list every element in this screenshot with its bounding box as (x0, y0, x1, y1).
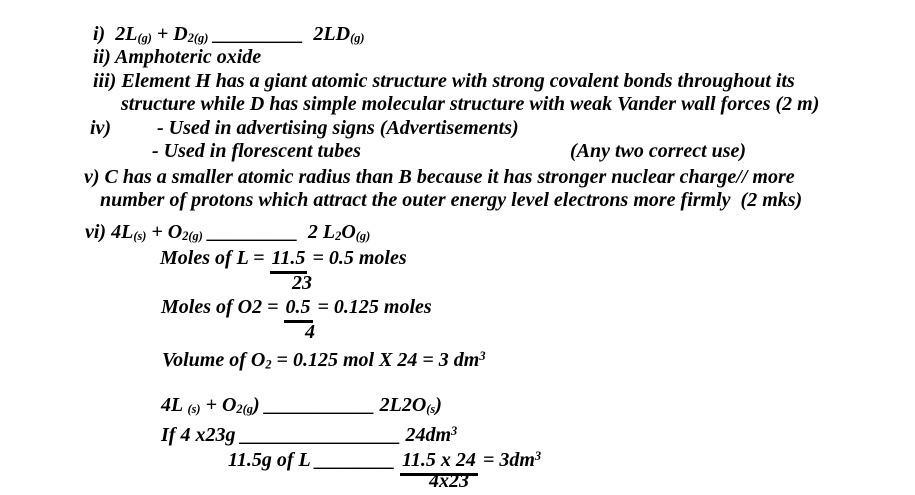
text-segment: i) 2L (93, 23, 138, 45)
fraction-numerator: 11.5 (270, 247, 308, 274)
fraction-denominator: 4 (305, 321, 315, 343)
result-denominator (429, 470, 469, 493)
text-segment: 2 L (302, 221, 336, 243)
superscript: 3 (534, 449, 542, 463)
text-segment: 24dm (400, 424, 452, 447)
text-segment: = 0.125 moles (312, 296, 432, 318)
text-segment: If 4 x23g (161, 424, 241, 447)
answer-vi-equation (85, 221, 370, 248)
moles-of-l-line (160, 247, 407, 274)
text-segment: number of protons which attract the outer energy level electrons more firmly (2 mks) (100, 189, 803, 211)
fraction-denominator: 23 (292, 272, 312, 294)
subscript: (s (426, 402, 436, 417)
if-mass-line (161, 420, 457, 447)
blank-line: ___________ (264, 394, 375, 416)
blank-line: _________ (202, 221, 303, 243)
text-segment: 2L2O (374, 394, 427, 416)
text-segment: + O (146, 221, 183, 243)
subscript: 2(g (236, 402, 253, 417)
text-segment: 2LD (313, 23, 351, 45)
text-segment: - Used in advertising signs (Advertisements) (157, 117, 519, 139)
text-segment: = 3dm (477, 449, 535, 472)
answer-iv-use-1 (157, 117, 519, 140)
moles-of-l-denominator (292, 272, 312, 295)
text-segment: Moles of O2 = (161, 296, 284, 318)
text-segment: ii) Amphoteric oxide (93, 46, 262, 68)
text-segment: iv) (90, 117, 112, 139)
text-segment: structure while D has simple molecular structure with weak Vander wall forces (2 m) (121, 93, 820, 115)
answer-iii-line2 (121, 93, 819, 116)
blank-line: _________ (208, 23, 314, 45)
text-segment: ) (252, 394, 265, 416)
answer-iii-line1 (93, 70, 795, 93)
superscript: 3 (451, 424, 458, 438)
subscript: 2(g) (182, 229, 203, 244)
answer-ii (93, 46, 261, 69)
text-segment: O (341, 221, 356, 243)
text-segment: iii) Element H has a giant atomic structure with strong covalent bonds throughout its (93, 70, 795, 92)
subscript: 2(g) (187, 31, 209, 46)
subscript: (g) (355, 229, 371, 244)
subscript: 2 (265, 357, 272, 372)
answer-iv-label (90, 117, 111, 140)
moles-of-o2-denominator (305, 321, 315, 344)
subscript: (s) (133, 229, 147, 244)
text-segment: = 0.5 moles (307, 247, 407, 269)
result-line (228, 445, 541, 476)
text-segment: 11.5g of L (228, 449, 316, 472)
fraction-numerator: 11.5 x 24 (400, 449, 478, 476)
text-segment: (Any two correct use) (570, 140, 747, 162)
text-segment: + D (151, 23, 188, 45)
text-segment: 4L (161, 394, 188, 416)
answer-iv-use-2 (152, 140, 361, 163)
volume-of-o2-line (162, 345, 486, 376)
text-segment: vi) 4L (85, 221, 134, 243)
text-segment: ) (435, 394, 442, 416)
subscript: (g) (137, 31, 152, 46)
blank-line: ________ (315, 449, 396, 472)
blank-line: ________________ (240, 424, 401, 447)
subscript: 2 (335, 229, 342, 244)
answer-v-line1 (84, 166, 795, 189)
fraction-numerator: 0.5 (284, 296, 313, 323)
text-segment: + O (200, 394, 237, 416)
answer-v-line2 (100, 189, 802, 212)
moles-of-o2-line (161, 296, 432, 323)
fraction-denominator: 4x23 (429, 470, 469, 492)
text-segment: - Used in florescent tubes (152, 140, 361, 162)
text-segment: v) C has a smaller atomic radius than B because it has stronger nuclear charge// more (84, 166, 795, 188)
subscript: (s) (187, 402, 201, 417)
superscript: 3 (479, 349, 486, 363)
answer-iv-note (570, 140, 746, 163)
text-segment: Volume of O (162, 349, 266, 372)
text-segment: Moles of L = (160, 247, 270, 269)
text-segment: = 0.125 mol X 24 = 3 dm (271, 349, 480, 372)
mass-equation-line (161, 394, 442, 421)
subscript: (g) (350, 31, 365, 46)
